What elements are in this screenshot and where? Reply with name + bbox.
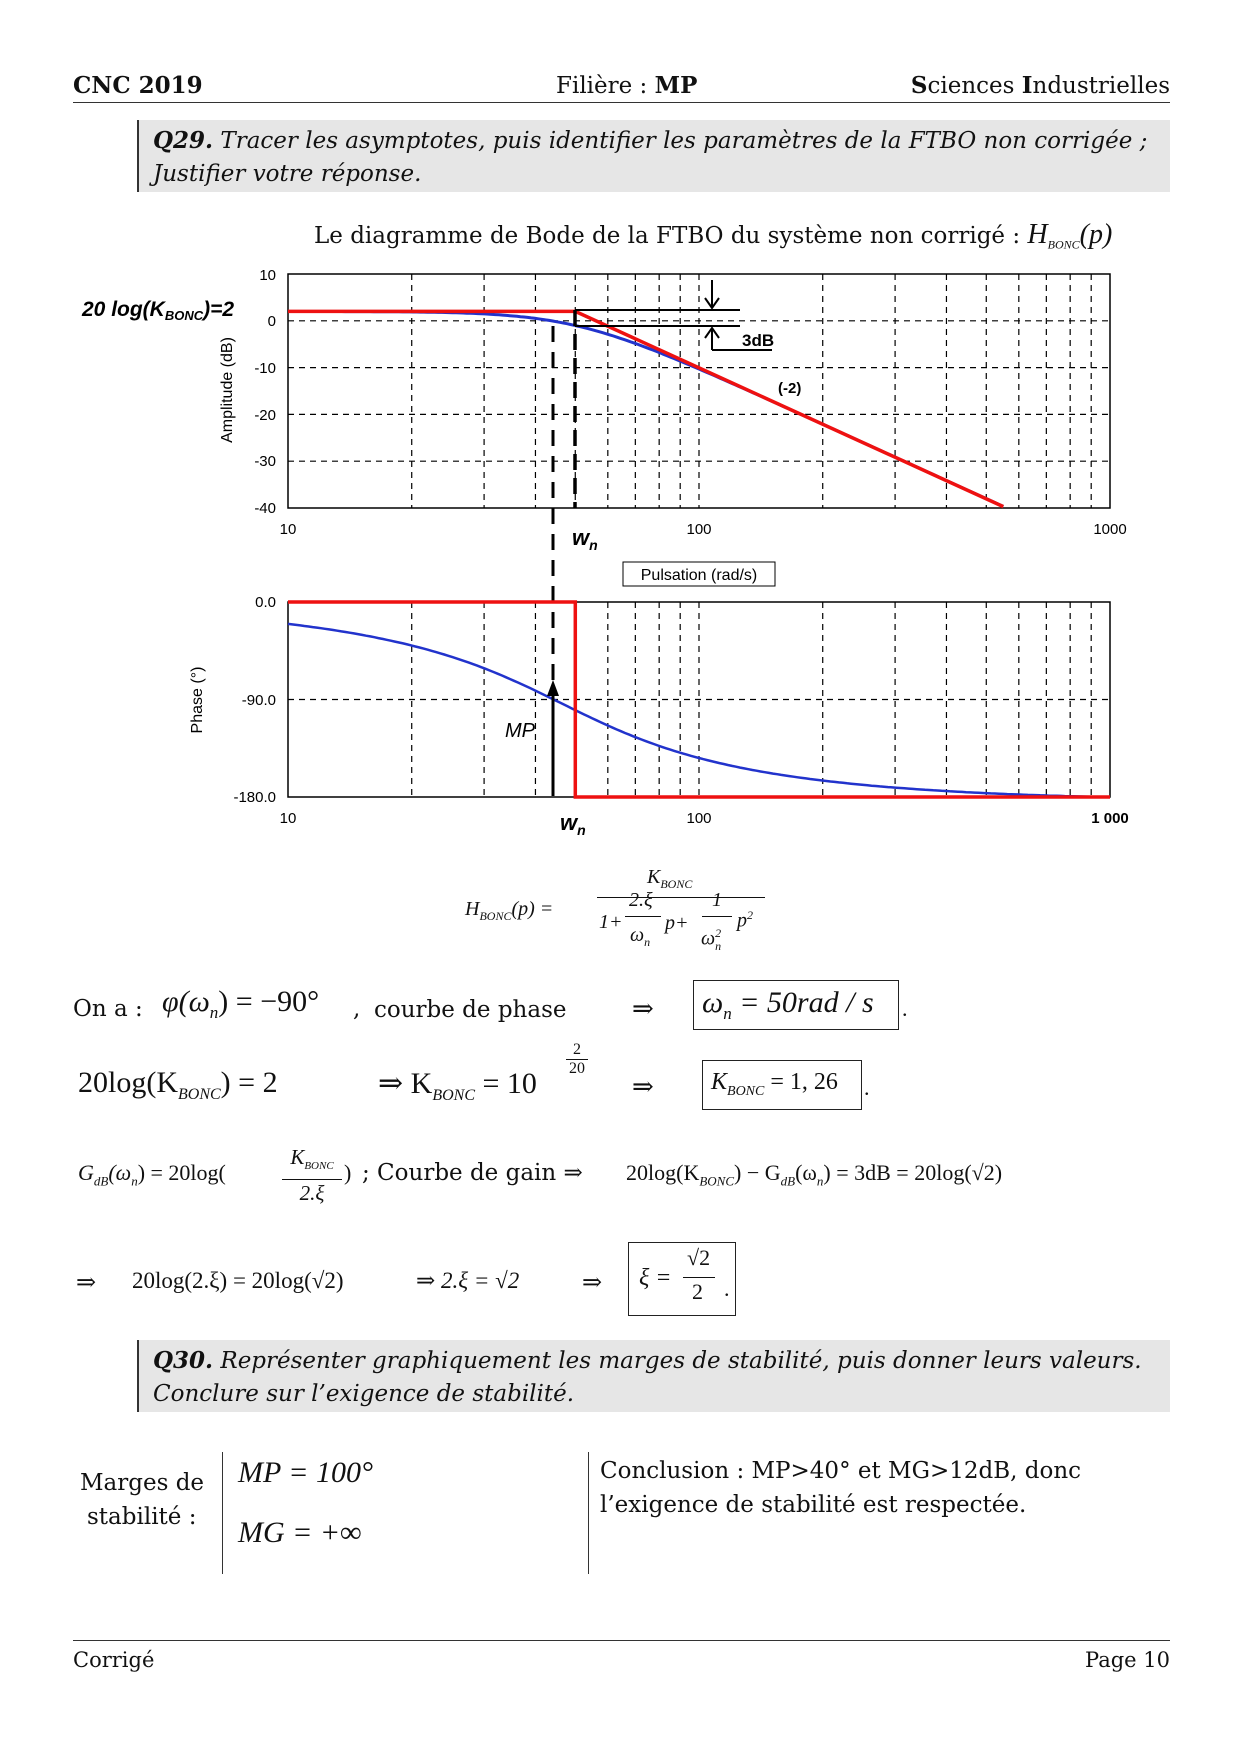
header-center-prefix: Filière : (556, 73, 655, 99)
header-right-mid: ciences (927, 73, 1022, 99)
h-den-f2-den: $\omega^2_n$ (701, 926, 722, 953)
three-db-label: 3dB (742, 331, 775, 350)
line2-exp-den: 20 (569, 1060, 585, 1077)
header-left: CNC 2019 (73, 72, 203, 99)
phase-xticks (280, 810, 1129, 827)
wn-label-top: $w_n$ (572, 525, 598, 553)
phase-plot (288, 602, 1110, 797)
line4-arrow-a: ⇒ (76, 1270, 97, 1296)
amplitude-real-curve (288, 312, 1003, 507)
margins-label-2: stabilité : (87, 1504, 197, 1530)
header-center-bold: MP (654, 72, 698, 99)
bode-caption (314, 219, 1112, 253)
line1-result-box: $\omega_n = 50rad / s$ (693, 980, 899, 1030)
ph-ytick: -90.0 (241, 692, 276, 709)
line4-b: 20log(2.ξ) = 20log(√2) (132, 1268, 344, 1293)
line1-phi: $\varphi(\omega_n) = -90^\circ$ (162, 985, 320, 1022)
amplitude-xticks (280, 521, 1127, 538)
line3-lhs: $G_{dB}(\omega_n) = 20\log$( (78, 1160, 226, 1189)
slope-label: (-2) (778, 380, 802, 397)
h-den-f1-den: $\omega_n$ (630, 924, 651, 949)
question-q29 (137, 120, 1170, 192)
margins-divider-left (222, 1452, 223, 1574)
q30-text: Représenter graphiquement les marges de stabilité, puis donner leurs valeurs. Conclure sur l’exigence de stabilité. (153, 1348, 1142, 1407)
amp-ytick: 10 (259, 267, 276, 284)
line2-mid: ⇒ $K_{BONC} = 10$ (378, 1067, 537, 1104)
header-right-s: S (910, 72, 928, 99)
amplitude-ylabel: Amplitude (dB) (219, 337, 236, 443)
q30-label: Q30. (153, 1347, 214, 1374)
amp-xtick: 1000 (1093, 521, 1127, 538)
bode-caption-text: Le diagramme de Bode de la FTBO du système non corrigé : (314, 223, 1021, 249)
h-frac-bar (597, 897, 765, 898)
line1-comma: , (353, 996, 361, 1022)
q29-text: Tracer les asymptotes, puis identifier les paramètres de la FTBO non corrigée ; Justifier votre réponse. (153, 128, 1148, 187)
wn-label-bottom: $w_n$ (560, 810, 586, 838)
line2-exp (566, 1041, 588, 1078)
margin-mp: MP = 100° (238, 1456, 374, 1489)
conclusion-line-2: l’exigence de stabilité est respectée. (600, 1492, 1027, 1518)
line3-rhs: $20\log(K_{BONC}) - G_{dB}(\omega_n) = 3dB = 20\log(√2)$ (626, 1160, 1003, 1189)
line4-box-bar (683, 1277, 715, 1278)
line4-c: ⇒ 2.ξ = √2 (416, 1268, 520, 1293)
line4-box-lhs: ξ = (639, 1265, 672, 1291)
h-den-f2-bar (702, 916, 732, 917)
gain-annotation: 20 log(KBONC)=2 (82, 298, 235, 323)
xlabel: Pulsation (rad/s) (640, 567, 758, 584)
line1-arrow: ⇒ (632, 994, 654, 1023)
amp-ytick: -10 (254, 360, 276, 377)
line4-box-den: 2 (692, 1279, 703, 1304)
bode-caption-fn: H (1027, 219, 1048, 250)
line3-frac (282, 1144, 342, 1206)
phase-ylabel: Phase (°) (189, 666, 206, 734)
line2-lhs: $20\log(K_{BONC}) = 2$ (78, 1066, 278, 1103)
h-den-1: 1+ (599, 911, 623, 933)
header-right (911, 72, 1170, 99)
bode-caption-arg: (p) (1079, 219, 1113, 250)
line1-text: courbe de phase (374, 997, 567, 1023)
ph-xtick: 1 000 (1091, 810, 1129, 827)
line1-prefix: On a : (73, 996, 143, 1022)
margins-label-1: Marges de (80, 1470, 205, 1496)
h-den-f1-bar (625, 916, 661, 917)
h-den-f2-num: 1 (712, 889, 722, 911)
mp-label: MP (505, 720, 535, 742)
amp-xtick: 10 (279, 521, 297, 538)
h-den-p: p+ (665, 912, 689, 934)
line2-result-box: $K_{BONC} = 1$, 26 (702, 1060, 862, 1110)
footer-right: Page 10 (1085, 1648, 1170, 1672)
h-num: $K_{BONC}$ (647, 866, 693, 891)
header-right-i: I (1021, 72, 1033, 99)
amp-xtick: 100 (686, 521, 712, 538)
footer-left: Corrigé (73, 1648, 155, 1672)
line1-dot: . (902, 996, 908, 1021)
line3-close: ) (344, 1160, 352, 1185)
amplitude-yticks (254, 267, 276, 517)
line2-arrow: ⇒ (632, 1072, 654, 1101)
margin-mg: MG = +∞ (238, 1516, 362, 1549)
line4-result-box (628, 1242, 736, 1316)
amp-ytick: -30 (254, 453, 276, 470)
conclusion-line-1: Conclusion : MP>40° et MG>12dB, donc (600, 1458, 1082, 1484)
ph-ytick: 0.0 (255, 594, 276, 611)
ph-ytick: -180.0 (233, 789, 276, 806)
q29-label: Q29. (153, 127, 214, 154)
transfer-function (465, 866, 795, 966)
phase-yticks (233, 594, 276, 806)
header-right-end: ndustrielles (1032, 73, 1170, 99)
line4-box-num: √2 (687, 1245, 711, 1270)
line2-exp-num: 2 (573, 1041, 581, 1058)
line4-dot: . (724, 1276, 730, 1301)
amplitude-asymptote (288, 311, 1003, 506)
bode-diagram (0, 260, 1240, 860)
header-rule (73, 102, 1170, 103)
ph-xtick: 100 (686, 810, 712, 827)
amp-ytick: 0 (267, 313, 276, 330)
header-center (556, 72, 697, 99)
question-q30 (137, 1340, 1170, 1412)
line3-frac-num: $K_{BONC}$ (290, 1145, 334, 1173)
h-den-p2: $p^2$ (737, 908, 753, 932)
line3-frac-den: 2.ξ (299, 1181, 325, 1206)
margins-divider-right (588, 1452, 589, 1574)
line2-dot: . (864, 1075, 870, 1100)
h-den-f1-num: 2.ξ (629, 889, 653, 911)
amp-ytick: -20 (254, 407, 276, 424)
line4-arrow-d: ⇒ (582, 1270, 603, 1296)
h-lhs: $H_{BONC}(p)$ = (465, 898, 554, 923)
mp-arrowhead (547, 680, 559, 696)
amp-ytick: -40 (254, 500, 276, 517)
footer-rule (73, 1640, 1170, 1641)
ph-xtick: 10 (279, 810, 297, 827)
line3-text: ; Courbe de gain ⇒ (362, 1160, 583, 1186)
bode-caption-sub: BONC (1047, 237, 1080, 252)
